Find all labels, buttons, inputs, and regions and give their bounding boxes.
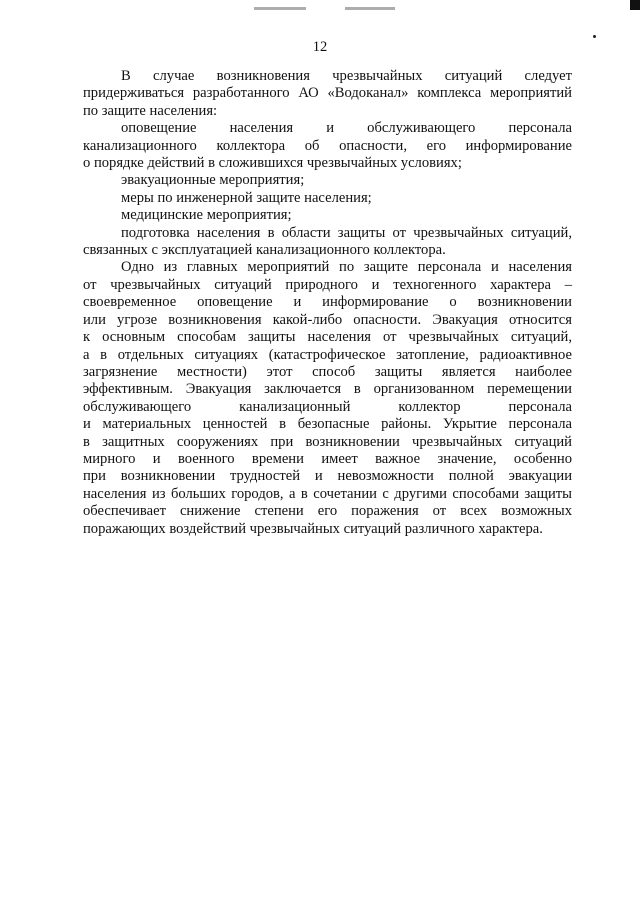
- text-line: в защитных сооружениях при возникновении чрезвычайных ситуаций: [83, 433, 572, 450]
- text-line: по защите населения:: [83, 102, 218, 119]
- text-line: загрязнение местности) этот способ защиты является наиболее: [83, 363, 572, 380]
- text-line: В случае возникновения чрезвычайных ситуаций следует: [121, 68, 572, 84]
- text-line: населения из больших городов, а в сочетании с другими способами защиты: [83, 485, 572, 502]
- text-line: меры по инженерной защите населения;: [121, 189, 372, 206]
- page-number: 12: [312, 39, 328, 55]
- text-line: к основным способам защиты населения от чрезвычайных ситуаций,: [83, 329, 572, 346]
- text-line: о порядке действий в сложившихся чрезвычайных условиях;: [83, 155, 462, 172]
- scan-corner-mark: [630, 0, 640, 10]
- text-line: канализационного коллектора об опасности, его информирование: [83, 137, 572, 154]
- scan-header-mark-left: [254, 7, 306, 10]
- text-line: Одно из главных мероприятий по защите персонала и населения: [121, 259, 572, 276]
- text-line: связанных с эксплуатацией канализационного коллектора.: [83, 242, 446, 259]
- text-line: или угрозе возникновения какой-либо опасности. Эвакуация относится: [83, 311, 572, 328]
- text-line: оповещение населения и обслуживающего персонала: [121, 120, 572, 137]
- text-line: обслуживающего канализационный коллектор персонала: [83, 398, 572, 415]
- scan-speck: [593, 35, 596, 38]
- text-line: эффективным. Эвакуация заключается в организованном перемещении: [83, 381, 572, 398]
- scan-header-mark-right: [345, 7, 395, 10]
- text-line: от чрезвычайных ситуаций природного и техногенного характера –: [83, 276, 572, 293]
- text-line: медицинские мероприятия;: [121, 207, 292, 224]
- text-line: подготовка населения в области защиты от чрезвычайных ситуаций,: [121, 224, 572, 241]
- text-line: обеспечивает снижение степени его поражения от всех возможных: [83, 503, 572, 520]
- text-line: эвакуационные мероприятия;: [121, 172, 305, 189]
- text-line: и материальных ценностей в безопасные районы. Укрытие персонала: [83, 416, 572, 433]
- text-line: поражающих воздействий чрезвычайных ситуаций различного характера.: [83, 520, 543, 537]
- text-line: своевременное оповещение и информирование о возникновении: [83, 294, 572, 311]
- text-line: при возникновении трудностей и невозможности полной эвакуации: [83, 468, 572, 485]
- text-line: а в отдельных ситуациях (катастрофическое затопление, радиоактивное: [83, 346, 572, 363]
- text-line: придерживаться разработанного АО «Водоканал» комплекса мероприятий: [83, 85, 572, 102]
- document-body: [83, 68, 572, 538]
- text-line: мирного и военного времени имеет важное значение, особенно: [83, 450, 572, 467]
